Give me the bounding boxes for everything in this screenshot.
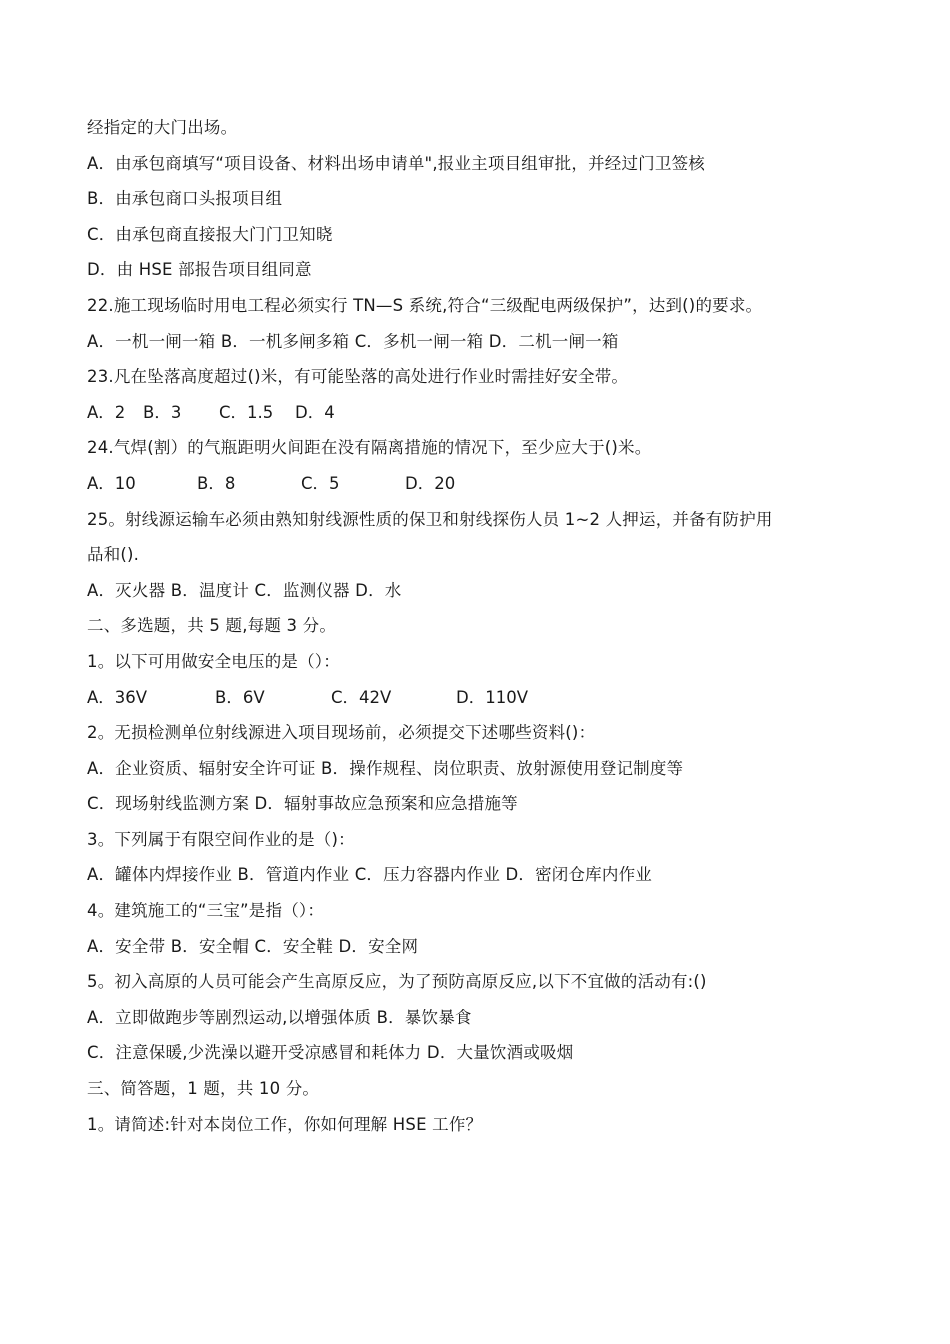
option-a: A．36V — [87, 687, 148, 707]
option-line: A．立即做跑步等剧烈运动,以增强体质 B．暴饮暴食 — [87, 1007, 472, 1027]
option-line: A．由承包商填写“项目设备、材料出场申请单",报业主项目组审批，并经过门卫签核 — [87, 153, 705, 173]
section-3-heading: 三、简答题，1 题，共 10 分。 — [87, 1079, 320, 1099]
multi-question-3: 3。下列属于有限空间作业的是（)： — [87, 829, 355, 849]
option-b: B．8 — [197, 473, 236, 493]
option-b: B．6V — [215, 687, 265, 707]
multi-question-1: 1。以下可用做安全电压的是（）： — [87, 651, 340, 671]
option-line: A．安全带 B．安全帽 C．安全鞋 D．安全网 — [87, 936, 419, 956]
question-24: 24.气焊(割）的气瓶距明火间距在没有隔离措施的情况下，至少应大于()米。 — [87, 438, 652, 458]
option-line: D．由 HSE 部报告项目组同意 — [87, 260, 312, 280]
option-c: C．1.5 — [219, 402, 274, 422]
option-line: C．注意保暖,少洗澡以避开受凉感冒和耗体力 D．大量饮酒或吸烟 — [87, 1043, 574, 1063]
question-22-options: A．一机一闸一箱 B．一机多闸多箱 C．多机一闸一箱 D．二机一闸一箱 — [87, 331, 619, 351]
option-line: C．由承包商直接报大门门卫知晓 — [87, 224, 333, 244]
option-b: B．3 — [143, 402, 182, 422]
question-25-options: A．灭火器 B．温度计 C．监测仪器 D．水 — [87, 580, 402, 600]
option-d: D．20 — [405, 473, 456, 493]
option-line: A．罐体内焊接作业 B．管道内作业 C．压力容器内作业 D．密闭仓库内作业 — [87, 865, 652, 885]
document-body — [87, 110, 877, 1142]
option-c: C．5 — [301, 473, 340, 493]
multi-question-4: 4。建筑施工的“三宝”是指（）： — [87, 901, 325, 921]
option-line: B．由承包商口头报项目组 — [87, 189, 283, 209]
text-line: 经指定的大门出场。 — [87, 118, 238, 137]
multi-question-2: 2。无损检测单位射线源进入项目现场前，必须提交下述哪些资料()： — [87, 723, 596, 743]
question-25: 25。射线源运输车必须由熟知射线源性质的保卫和射线探伤人员 1~2 人押运，并备有防护用 — [87, 509, 773, 529]
question-22: 22.施工现场临时用电工程必须实行 TN—S 系统,符合“三级配电两级保护”，达到()的要求。 — [87, 295, 763, 315]
multi-question-1-options — [87, 680, 877, 716]
question-24-options — [87, 466, 877, 502]
option-line: C．现场射线监测方案 D．辐射事故应急预案和应急措施等 — [87, 794, 518, 814]
question-25-cont: 品和(). — [87, 545, 140, 565]
question-23: 23.凡在坠落高度超过()米，有可能坠落的高处进行作业时需挂好安全带。 — [87, 367, 629, 387]
question-23-options — [87, 395, 877, 431]
option-a: A．2 — [87, 402, 126, 422]
short-answer-question-1: 1。请简述:针对本岗位工作，你如何理解 HSE 工作？ — [87, 1114, 483, 1134]
option-d: D．4 — [295, 402, 335, 422]
option-c: C．42V — [331, 687, 392, 707]
section-2-heading: 二、多选题，共 5 题,每题 3 分。 — [87, 616, 337, 636]
option-d: D．110V — [456, 687, 528, 707]
option-line: A．企业资质、辐射安全许可证 B．操作规程、岗位职责、放射源使用登记制度等 — [87, 758, 684, 778]
multi-question-5: 5。初入高原的人员可能会产生高原反应，为了预防高原反应,以下不宜做的活动有:() — [87, 972, 707, 992]
option-a: A．10 — [87, 473, 136, 493]
